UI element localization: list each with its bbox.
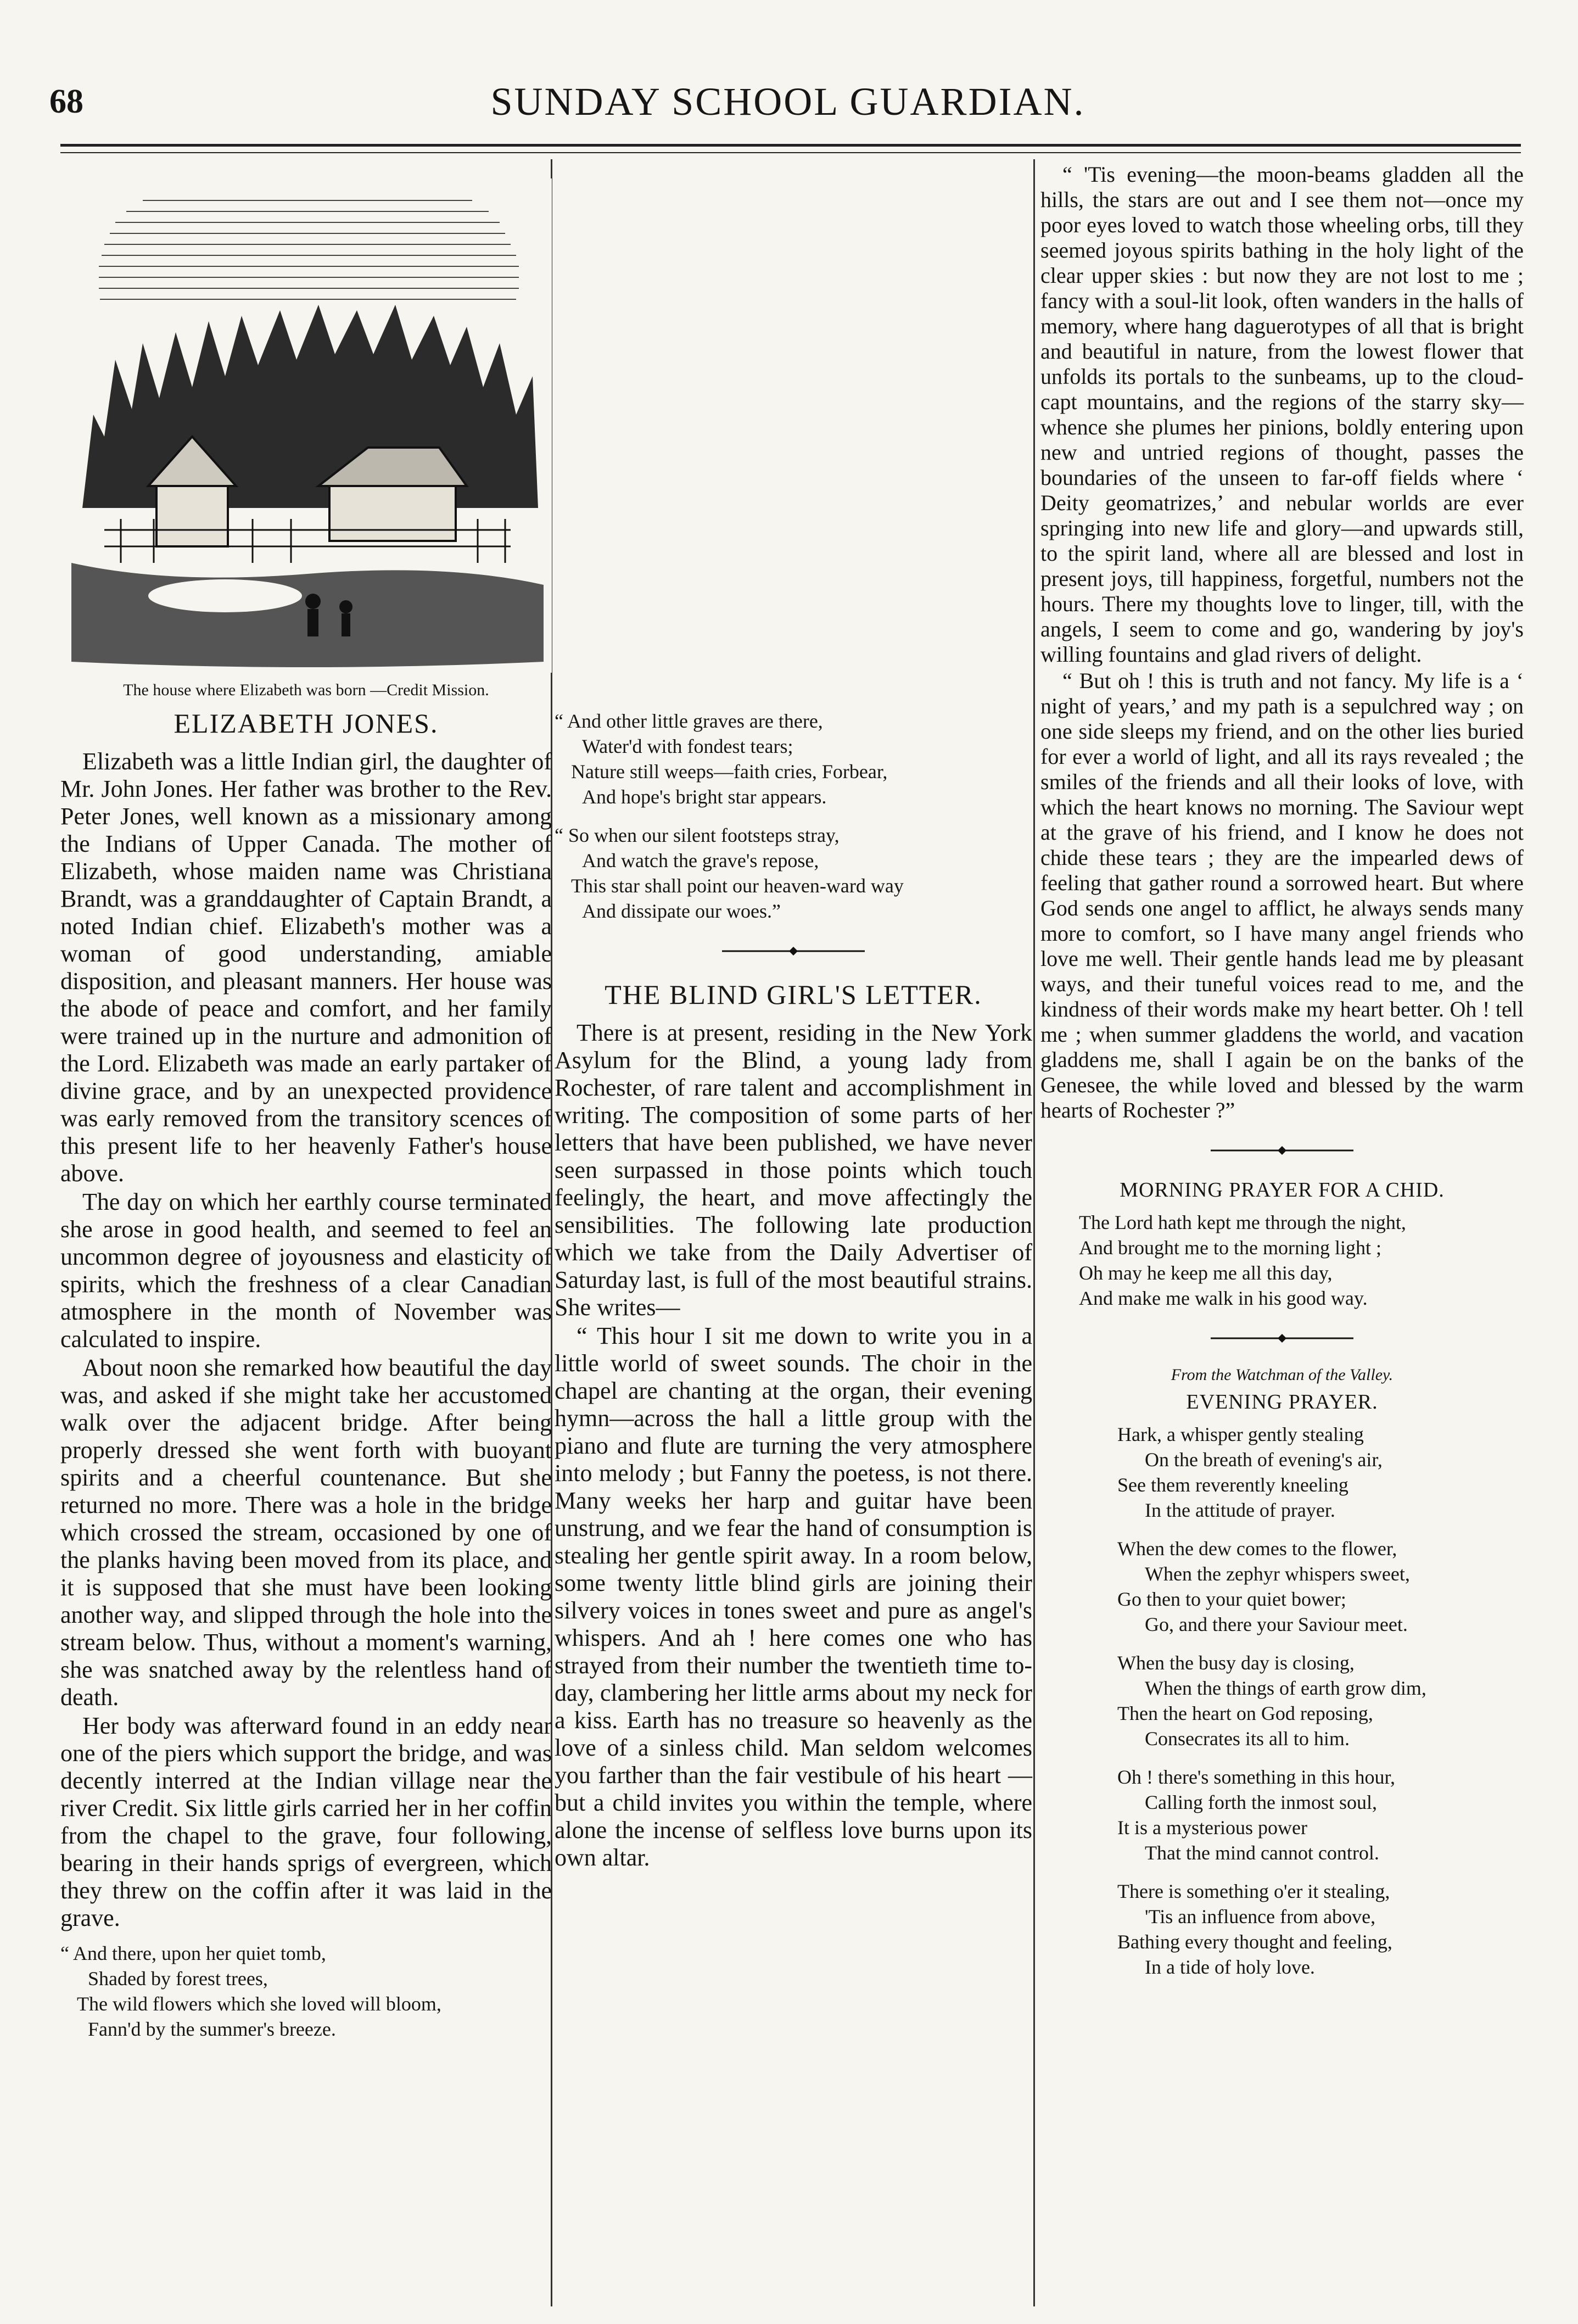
- poem-continued: [555, 708, 1032, 924]
- illustration-caption: The house where Elizabeth was born —Credit Mission.: [123, 681, 489, 699]
- poem-line: In the attitude of prayer.: [1145, 1499, 1335, 1521]
- poem-attribution: From the Watchman of the Valley.: [1171, 1366, 1394, 1384]
- poem-line: Nature still weeps—faith cries, Forbear,: [571, 761, 888, 783]
- poem-line: And dissipate our woes.”: [582, 900, 781, 922]
- poem-stanza: [60, 1941, 552, 2042]
- poem-stanza: [555, 823, 1032, 924]
- paragraph: Her body was afterward found in an eddy near one of the piers which support the bridge, and was decently interred at the Indian village near the river Credit. Six little girls carried her in her coffin from the chapel to the grave, four following, bearing in their hands sprigs of evergreen, which they threw on the coffin after it was laid in the grave.: [60, 1712, 552, 1931]
- page-number: 68: [49, 83, 83, 120]
- poem-line: This star shall point our heaven-ward way: [571, 875, 904, 897]
- poem-line: 'Tis an influence from above,: [1145, 1906, 1376, 1928]
- poem-stanza: [1117, 1650, 1524, 1751]
- poem-line: When the busy day is closing,: [1117, 1652, 1355, 1674]
- column-1: [60, 162, 552, 2042]
- engraving-house-icon: [60, 178, 552, 673]
- poem-line: And watch the grave's repose,: [582, 850, 819, 872]
- paragraph: The day on which her earthly course terminated she arose in good health, and seemed to feel an uncommon degree of joyousness and elasticity of spirits, which the freshness of a clear Canadian atmosphere in the month of November was calculated to inspire.: [60, 1188, 552, 1353]
- poem-line: Bathing every thought and feeling,: [1117, 1931, 1392, 1953]
- paragraph: There is at present, residing in the New York Asylum for the Blind, a young lady from Rochester, of rare talent and accomplishment in writing. The composition of some parts of her letters that have been published, we have never seen surpassed in those points which touch feelingly, the heart, and move affectingly the sensibilities. The following late production which we take from the Daily Advertiser of Saturday last, is full of the most beautiful strains. She writes—: [555, 1019, 1032, 1321]
- column-divider: [1033, 159, 1035, 2306]
- poem-line: Calling forth the inmost soul,: [1145, 1791, 1377, 1813]
- header-rule: [60, 144, 1521, 153]
- poem-line: Water'd with fondest tears;: [582, 735, 793, 757]
- paragraph: About noon she remarked how beautiful the day was, and asked if she might take her accustomed walk over the adjacent bridge. After being properly dressed she went forth with buoyant spirits and a cheerful countenance. But she returned no more. There was a hole in the bridge which crossed the stream, occasioned by one of the planks having been moved from its place, and it is supposed that she must have been looking another way, and slipped through the hole into the stream below. Thus, without a moment's warning, she was snatched away by the relentless hand of death.: [60, 1354, 552, 1711]
- poem-line: That the mind cannot control.: [1145, 1842, 1379, 1864]
- poem-line: In a tide of holy love.: [1145, 1956, 1315, 1978]
- poem-line: The wild flowers which she loved will bloom,: [77, 1993, 441, 2015]
- masthead: SUNDAY SCHOOL GUARDIAN.: [490, 80, 1085, 124]
- poem-line: On the breath of evening's air,: [1145, 1449, 1383, 1471]
- ornament-divider-icon: [722, 946, 865, 957]
- poem-stanza: [1117, 1764, 1524, 1865]
- poem-line: Go, and there your Saviour meet.: [1145, 1613, 1408, 1635]
- poem-line: When the things of earth grow dim,: [1145, 1677, 1426, 1699]
- poem-line: And hope's bright star appears.: [582, 786, 827, 808]
- poem-title-evening-prayer: EVENING PRAYER.: [1186, 1390, 1378, 1414]
- poem-line: Fann'd by the summer's breeze.: [88, 2018, 336, 2040]
- paragraph: “ 'Tis evening—the moon-beams gladden all the hills, the stars are out and I see them not—once my poor eyes loved to watch those wheeling orbs, till they seemed joyous spirits bathing in the holy light of the clear upper skies : but now they are not lost to me ; fancy with a soul-lit look, often wanders in the halls of memory, where hang daguerotypes of all that is bright and beautiful in nature, from the lowest flower that unfolds its portals to the sunbeams, up to the cloud-capt mountains, and the regions of the starry sky—whence she plumes her pinions, boldly entering upon new and untried regions of thought, passes the boundaries of the unseen to far-off fields where ‘ Deity geomatrizes,’ and nebular worlds are ever springing into new life and glory—and upwards still, to the spirit land, where all are blessed and lost in present joys, till happiness, forgetful, numbers not the hours. There my thoughts love to linger, till, with the angels, I seem to come and go, wandering by joy's willing fountains and glad rivers of delight.: [1040, 162, 1524, 667]
- poem-stanza: [1117, 1879, 1524, 1980]
- paragraph: “ This hour I sit me down to write you in a little world of sweet sounds. The choir in the chapel are chanting at the organ, their evening hymn—across the hall a little group with the piano and flute are turning the very atmosphere into melody ; but Fanny the poetess, is not there. Many weeks her harp and guitar have been unstrung, and we fear the hand of consumption is stealing her gentle spirit away. In a room below, some twenty little blind girls are joining their silvery voices in tones sweet and pure as angel's whispers. And ah ! here comes one who has strayed from their number the twentieth time to-day, clambering her little arms about my neck for a kiss. Earth has no treasure so heavenly as the love of a sinless child. Man seldom welcomes you farther than the fair vestibule of his heart —but a child invites you within the temple, where alone the incense of selfless love burns upon its own altar.: [555, 1322, 1032, 1871]
- poem-line: And make me walk in his good way.: [1079, 1287, 1368, 1309]
- paragraph: Elizabeth was a little Indian girl, the daughter of Mr. John Jones. Her father was brother to the Rev. Peter Jones, well known as a missionary among the Indians of Upper Canada. The mother of Elizabeth, whose maiden name was Christiana Brandt, was a granddaughter of Captain Brandt, a noted Indian chief. Elizabeth's mother was a woman of good understanding, amiable disposition, and pleasant manners. Her house was the abode of peace and comfort, and her family were trained up in the nurture and admonition of the Lord. Elizabeth was made an early partaker of divine grace, and by an unexpected providence was early removed from the transitory scences of this present life to her heavenly Father's house above.: [60, 748, 552, 1187]
- poem-line: There is something o'er it stealing,: [1117, 1880, 1390, 1902]
- poem-stanza: [555, 708, 1032, 809]
- poem-line: Shaded by forest trees,: [88, 1968, 268, 1990]
- poem-title-morning-prayer: MORNING PRAYER FOR A CHID.: [1120, 1178, 1445, 1202]
- poem-line: When the zephyr whispers sweet,: [1145, 1563, 1410, 1585]
- column-3: [1040, 162, 1524, 1993]
- article-body-blind-girls-letter: [555, 1019, 1032, 1872]
- article-title-elizabeth-jones: ELIZABETH JONES.: [174, 708, 439, 739]
- poem-morning-prayer: [1040, 1210, 1524, 1311]
- poem-line: Oh may he keep me all this day,: [1079, 1262, 1333, 1284]
- poem-line: Then the heart on God reposing,: [1117, 1702, 1373, 1724]
- poem-line: “ And other little graves are there,: [555, 710, 823, 732]
- poem-line: Go then to your quiet bower;: [1117, 1588, 1346, 1610]
- poem-line: Hark, a whisper gently stealing: [1117, 1423, 1364, 1445]
- poem-line: “ So when our silent footsteps stray,: [555, 824, 840, 846]
- poem-line: Oh ! there's something in this hour,: [1117, 1766, 1395, 1788]
- poem-line: When the dew comes to the flower,: [1117, 1538, 1397, 1560]
- poem-line: And brought me to the morning light ;: [1079, 1237, 1381, 1259]
- poem-line: The Lord hath kept me through the night,: [1079, 1211, 1406, 1233]
- paragraph: “ But oh ! this is truth and not fancy. My life is a ‘ night of years,’ and my path is a sepulchred way ; on one side sleeps my friend, and on the other lies buried for ever a world of light, and all its rays revealed ; the smiles of the friends and all their looks of love, with which the heart knows no morning. The Saviour wept at the grave of his friend, and I know he does not chide these tears ; they are the impearled dews of feeling that gather round a sorrowed heart. But where God sends one angel to afflict, he always sends many more to comfort, so I have many angel friends who love me well. Their gentle hands lead me by pleasant ways, and their tuneful voices read to me, and the kindness of their words make my heart better. Oh ! tell me ; when summer gladdens the world, and vacation gladdens me, shall I again be on the banks of the Genesee, the while loved and blessed by the warm hearts of Rochester ?”: [1040, 668, 1524, 1122]
- poem-stanza: [1117, 1536, 1524, 1637]
- poem-evening-prayer: [1040, 1422, 1524, 1980]
- poem-line: Consecrates its all to him.: [1145, 1728, 1350, 1750]
- article-body-elizabeth-jones: [60, 748, 552, 1932]
- poem-line: It is a mysterious power: [1117, 1817, 1307, 1839]
- article-body-blind-girls-letter-continued: [1040, 162, 1524, 1123]
- ornament-divider-icon: [1211, 1333, 1353, 1344]
- page-header: [49, 71, 1526, 132]
- column-2: [555, 708, 1032, 1873]
- poem-line: See them reverently kneeling: [1117, 1474, 1348, 1496]
- ornament-divider-icon: [1211, 1145, 1353, 1156]
- poem-stanza: [1117, 1422, 1524, 1523]
- article-title-blind-girls-letter: THE BLIND GIRL'S LETTER.: [605, 979, 982, 1010]
- poem-line: “ And there, upon her quiet tomb,: [60, 1942, 326, 1964]
